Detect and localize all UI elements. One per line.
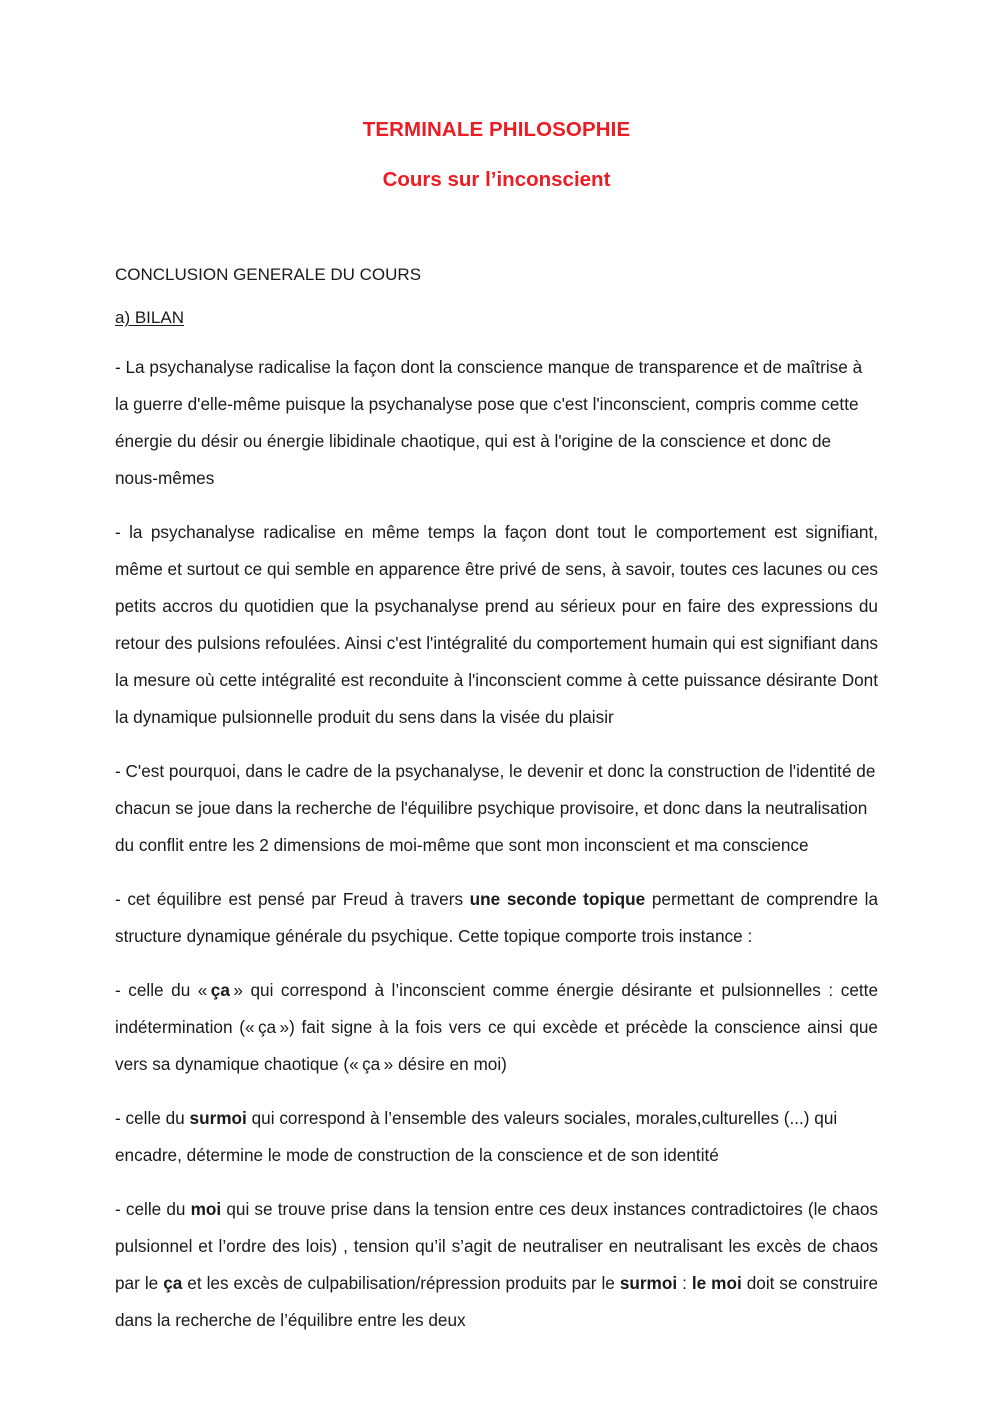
paragraph-instance-ca-lead: - celle du « xyxy=(115,979,211,1000)
subsection-heading-bilan xyxy=(115,288,878,331)
emphasis-une-seconde-topique: une seconde topique xyxy=(469,888,646,909)
paragraph-instance-moi-mid-2: et les excès de culpabilisation/répression produits par le xyxy=(182,1272,620,1293)
paragraph-instance-ca-tail: » qui correspond à l’inconscient comme énergie désirante et pulsionnelles : cette indétermination (« ça ») fait signe à la fois vers ce qui excède et précède la conscience ainsi que vers sa dynamique chaotique (« ça » désire en moi) xyxy=(115,979,879,1074)
paragraph-bilan-3: - C'est pourquoi, dans le cadre de la psychanalyse, le devenir et donc la construction de l'identité de chacun se joue dans la recherche de l'équilibre psychique provisoire, et donc dans la neutralisation du conflit entre les 2 dimensions de moi-même que sont mon inconscient et ma conscience xyxy=(115,760,876,855)
paragraph-instance-moi-tail: doit se construire dans la recherche de l’équilibre entre les deux xyxy=(115,1272,879,1330)
paragraph-seconde-topique xyxy=(115,864,878,955)
paragraph-instance-surmoi-tail: qui correspond à l’ensemble des valeurs sociales, morales,culturelles (...) qui encadre, détermine le mode de construction de la conscience et de son identité xyxy=(115,1107,838,1165)
paragraph-instance-moi-mid-3: : xyxy=(677,1272,692,1293)
paragraph-instance-surmoi xyxy=(115,1083,878,1174)
document-subtitle: Cours sur l’inconscient xyxy=(382,168,611,191)
paragraph-instance-surmoi-lead: - celle du xyxy=(115,1107,190,1128)
paragraph-instance-moi-lead: - celle du xyxy=(115,1198,191,1219)
emphasis-surmoi-secondary: surmoi xyxy=(619,1272,678,1293)
paragraph-bilan-1: - La psychanalyse radicalise la façon dont la conscience manque de transparence et de maîtrise à la guerre d'elle-même puisque la psychanalyse pose que c'est l'inconscient, compris comme cette énergie du désir ou énergie libidinale chaotique, qui est à l'origine de la conscience et donc de nous-mêmes xyxy=(115,356,863,488)
emphasis-ca: ça xyxy=(210,979,230,1000)
paragraph-instance-moi-mid-1: qui se trouve prise dans la tension entre ces deux instances contradictoires (le chaos pulsionnel et l’ordre des lois) , tension qu’il s’agit de neutraliser en neutralisant les excès de chaos par le xyxy=(115,1198,878,1293)
emphasis-ca-secondary: ça xyxy=(163,1272,183,1293)
emphasis-moi: moi xyxy=(190,1198,222,1219)
paragraph-seconde-topique-lead: - cet équilibre est pensé par Freud à travers xyxy=(115,888,470,909)
subsection-heading-bilan-label: a) BILAN xyxy=(115,308,184,328)
document-title: TERMINALE PHILOSOPHIE xyxy=(362,118,631,141)
paragraph-instance-moi xyxy=(115,1174,878,1339)
document-content xyxy=(115,0,878,1339)
paragraph-instance-ca xyxy=(115,955,878,1083)
section-heading-conclusion: CONCLUSION GENERALE DU COURS xyxy=(115,265,422,284)
emphasis-le-moi: le moi xyxy=(691,1272,742,1293)
emphasis-surmoi: surmoi xyxy=(189,1107,247,1128)
paragraph-bilan-2: - la psychanalyse radicalise en même temps la façon dont tout le comportement est signifiant, même et surtout ce qui semble en apparence être privé de sens, à savoir, toutes ces lacunes ou ces petits accros du quotidien que la psychanalyse prend au sérieux pour en faire des expressions du retour des pulsions refoulées. Ainsi c'est l'intégralité du comportement humain qui est signifiant dans la mesure où cette intégralité est reconduite à l'inconscient comme à cette puissance désirante Dont la dynamique pulsionnelle produit du sens dans la visée du plaisir xyxy=(115,521,878,727)
paragraph-seconde-topique-tail: permettant de comprendre la structure dynamique générale du psychique. Cette topique comporte trois instance : xyxy=(115,888,879,946)
